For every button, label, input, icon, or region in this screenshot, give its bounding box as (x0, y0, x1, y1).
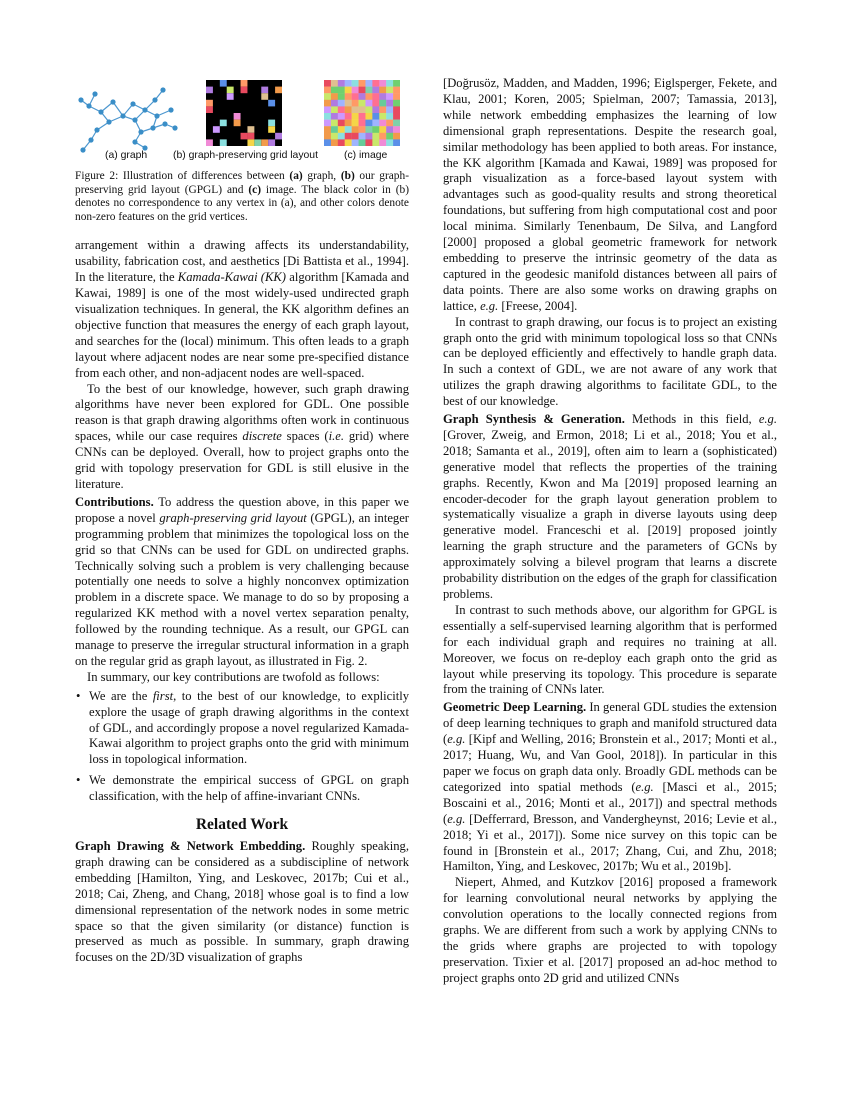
image-pixel-cell (372, 113, 379, 120)
image-pixel-cell (393, 80, 400, 87)
image-pixel-cell (324, 113, 331, 120)
grid-vertex-cell (234, 113, 241, 120)
contributions-list (75, 689, 409, 805)
image-pixel-cell (331, 120, 338, 127)
image-pixel-cell (352, 133, 359, 140)
image-pixel-cell (386, 120, 393, 127)
image-pixel-cell (331, 113, 338, 120)
image-pixel-cell (372, 93, 379, 100)
image-pixel-cell (345, 133, 352, 140)
image-pixel-cell (386, 100, 393, 107)
image-pixel-cell (324, 139, 331, 146)
image-pixel-cell (352, 139, 359, 146)
image-pixel-cell (352, 113, 359, 120)
image-pixel-cell (372, 133, 379, 140)
image-pixel-cell (359, 87, 366, 94)
grid-vertex-cell (261, 87, 268, 94)
grid-vertex-cell (241, 80, 248, 87)
image-pixel-cell (324, 80, 331, 87)
figure-caption: Figure 2: Illustration of differences between (a) graph, (b) our graph-preserving grid layout (GPGL) and (c) image. The black color in (b) denotes no correspondence to any vertex in (a), and other colors denote non-zero features on the grid vertices. (75, 170, 409, 223)
image-pixel-cell (345, 106, 352, 113)
left-column (75, 78, 409, 966)
paragraph-kk-intro: arrangement within a drawing affects its understandability, usability, fabrication cost, and aesthetics [Di Battista et al., 1994]. In the literature, the Kamada-Kawai (KK) algorithm [Kamada and Kawai, 1989] is one of the most widely-used undirected graph visualization techniques. In general, the KK algorithm defines an objective function that measures the energy of each graph layout, and searches for the (local) minimum. This often leads to a graph layout where adjacent nodes are near some pre-specified distance from each other, and non-adjacent nodes are well-spaced. (75, 238, 409, 380)
image-pixel-cell (338, 106, 345, 113)
paragraph-motivation: To the best of our knowledge, however, such graph drawing algorithms have never been explored for GDL. One possible reason is that graph drawing algorithms often work in continuous spaces, while our case requires discrete spaces (i.e. grid) where CNNs can be deployed. Overall, how to project graphs onto the grid with topology preservation for GDL is still elusive in the literature. (75, 381, 409, 491)
image-pixel-cell (365, 133, 372, 140)
paragraph-geometric-deep-learning: Geometric Deep Learning. In general GDL studies the extension of deep learning techniques to graph and manifold structured data (e.g. [Kipf and Welling, 2016; Bronstein et al., 2017; Monti et al., 2017; Huang, Wu, and Van Gool, 2018]). In particular in this paper we focus on graph data only. Broadly GDL methods can be categorized into spatial methods (e.g. [Masci et al., 2015; Boscaini et al., 2016; Monti et al., 2017]) and spectral methods (e.g. [Defferrard, Bresson, and Vandergheynst, 2016; Levie et al., 2018; Yi et al., 2017]). Some nice survey on this topic can be found in [Bronstein et al., 2017; Zhang, Cui, and Zhu, 2018; Hamilton, Ying, and Leskovec, 2017b; Wu et al., 2019b]. (443, 700, 777, 874)
grid-vertex-cell (206, 100, 213, 107)
figure-grid-layout-image (206, 80, 282, 146)
image-pixel-cell (359, 133, 366, 140)
image-pixel-cell (372, 126, 379, 133)
image-pixel-cell (345, 139, 352, 146)
image-pixel-cell (359, 113, 366, 120)
image-pixel-cell (372, 87, 379, 94)
grid-vertex-cell (241, 87, 248, 94)
image-pixel-cell (352, 106, 359, 113)
image-pixel-cell (365, 126, 372, 133)
image-pixel-cell (345, 100, 352, 107)
image-pixel-cell (338, 80, 345, 87)
image-pixel-cell (331, 106, 338, 113)
image-pixel-cell (365, 113, 372, 120)
image-pixel-cell (352, 87, 359, 94)
image-pixel-cell (386, 133, 393, 140)
grid-vertex-cell (220, 80, 227, 87)
grid-vertex-cell (261, 139, 268, 146)
image-pixel-cell (345, 120, 352, 127)
image-pixel-cell (393, 87, 400, 94)
bullet: • (76, 688, 81, 703)
figure-image-mosaic (324, 80, 400, 146)
image-pixel-cell (324, 133, 331, 140)
image-pixel-cell (331, 100, 338, 107)
image-pixel-cell (386, 93, 393, 100)
image-pixel-cell (386, 87, 393, 94)
image-pixel-cell (345, 93, 352, 100)
list-item: • We demonstrate the empirical success of GPGL on graph classification, with the help of affine-invariant CNNs. (76, 773, 409, 804)
image-pixel-cell (331, 139, 338, 146)
figure-subcaptions (75, 148, 409, 163)
grid-vertex-cell (227, 93, 234, 100)
paragraph-contributions: Contributions. To address the question above, in this paper we propose a novel graph-preserving grid layout (GPGL), an integer programming problem that minimizes the topological loss on the grid so that CNNs can be used for GDL on undirected graphs. Technically solving such a problem is very challenging because potentially one needs to solve a highly nonconvex optimization problem in a discrete space. We manage to do so by proposing a regularized KK method with a novel vertex separation penalty, followed by the rounding technique. As a result, our GPGL can manage to preserve the irregular structural information in a graph on the regular grid as graph layout, as illustrated in Fig. 2. (75, 494, 409, 668)
grid-vertex-cell (275, 87, 282, 94)
graph-edges (81, 90, 175, 150)
image-pixel-cell (393, 120, 400, 127)
grid-vertex-cell (241, 133, 248, 140)
image-pixel-cell (338, 87, 345, 94)
image-pixel-cell (365, 93, 372, 100)
image-pixel-cell (352, 80, 359, 87)
grid-vertex-cell (268, 120, 275, 127)
image-pixel-cell (324, 120, 331, 127)
image-pixel-cell (365, 106, 372, 113)
image-pixel-cell (338, 113, 345, 120)
image-pixel-cell (379, 106, 386, 113)
image-pixel-cell (359, 126, 366, 133)
image-pixel-cell (386, 126, 393, 133)
subcaption-c: (c) image (344, 150, 388, 161)
image-pixel-cell (324, 93, 331, 100)
bullet: • (76, 773, 81, 788)
paragraph-summary: In summary, our key contributions are twofold as follows: (87, 669, 380, 684)
grid-vertex-cell (247, 126, 254, 133)
image-pixel-cell (379, 126, 386, 133)
list-item: • We are the first, to the best of our knowledge, to explicitly explore the usage of graph drawing algorithms in the context of GDL, and accordingly propose a novel regularized Kamada-Kawai algorithm to project graphs onto the grid with minimum loss in topological information. (76, 688, 409, 767)
image-pixel-cell (324, 100, 331, 107)
image-pixel-cell (352, 126, 359, 133)
image-pixel-cell (379, 139, 386, 146)
image-pixel-cell (372, 120, 379, 127)
image-pixel-cell (379, 80, 386, 87)
image-pixel-cell (331, 80, 338, 87)
grid-vertex-cell (275, 133, 282, 140)
grid-vertex-cell (261, 93, 268, 100)
image-pixel-cell (379, 113, 386, 120)
image-pixel-cell (372, 106, 379, 113)
grid-vertex-cell (268, 139, 275, 146)
subcaption-a: (a) graph (105, 150, 148, 161)
image-pixel-cell (359, 80, 366, 87)
grid-vertex-cell (220, 120, 227, 127)
image-pixel-cell (365, 120, 372, 127)
image-pixel-cell (331, 87, 338, 94)
image-pixel-cell (393, 93, 400, 100)
grid-vertex-cell (227, 87, 234, 94)
image-pixel-cell (393, 113, 400, 120)
image-pixel-cell (338, 139, 345, 146)
image-pixel-cell (345, 80, 352, 87)
grid-vertex-cell (268, 126, 275, 133)
image-pixel-cell (352, 100, 359, 107)
paragraph-niepert: Niepert, Ahmed, and Kutzkov [2016] proposed a framework for learning convolutional neural networks by applying the convolution operations to the locally connected regions from graphs. We are different from such a work by applying CNNs to the grids where graphs are projected to with topology preservation. Tixier et al. [2017] proposed an ad-hoc method to project graphs onto 2D grid and utilized CNNs (443, 875, 777, 985)
image-pixel-cell (393, 100, 400, 107)
paragraph-contrast-drawing: In contrast to graph drawing, our focus is to project an existing graph onto the grid with minimum topological loss so that CNNs can be deployed efficiently and effectively to handle graph data. In such a context of GDL, we are not aware of any work that utilizes the graph drawing algorithms to facilitate GDL, to the best of our knowledge. (443, 314, 777, 409)
grid-vertex-cell (206, 87, 213, 94)
image-pixel-cell (359, 93, 366, 100)
image-pixel-cell (331, 126, 338, 133)
figure-2 (75, 78, 409, 166)
image-pixel-cell (345, 87, 352, 94)
subcaption-b: (b) graph-preserving grid layout (173, 150, 318, 161)
image-pixel-cell (379, 87, 386, 94)
image-pixel-cell (372, 80, 379, 87)
grid-vertex-cell (268, 100, 275, 107)
image-pixel-cell (331, 133, 338, 140)
image-pixel-cell (331, 93, 338, 100)
image-pixel-cell (352, 93, 359, 100)
image-pixel-cell (338, 120, 345, 127)
grid-vertex-cell (254, 139, 261, 146)
image-pixel-cell (338, 93, 345, 100)
image-pixel-cell (324, 87, 331, 94)
section-heading: Related Work (195, 816, 289, 834)
image-pixel-cell (338, 100, 345, 107)
image-pixel-cell (372, 100, 379, 107)
image-pixel-cell (352, 120, 359, 127)
image-pixel-cell (365, 100, 372, 107)
image-pixel-cell (324, 126, 331, 133)
paragraph-related-continued: [Doğrusöz, Madden, and Madden, 1996; Eiglsperger, Fekete, and Klau, 2001; Koren, 2005; Spielman, 2007; Tamassia, 2013], while network embedding emphasizes the learning of low dimensional graph representations. Despite the research goal, similar methodology has been applied to both areas. For instance, the KK algorithm [Kamada and Kawai, 1989] was proposed for graph visualization as a force-based layout system with advantages such as good-quality results and strong theoretical foundations, but suffering from high computational cost and poor local minima. Similarly Tenenbaum, De Silva, and Langford [2000] proposed a global geometric framework for network embedding to preserve the intrinsic geometry of the data as captured in the geodesic manifold distances between all pairs of data points. There are also some works on drawing graphs on lattice, e.g. [Freese, 2004]. (443, 76, 777, 313)
paragraph-graph-synthesis: Graph Synthesis & Generation. Methods in this field, e.g. [Grover, Zweig, and Ermon, 2018; Li et al., 2018; You et al., 2018; Samanta et al., 2019], often aim to learn a (sophisticated) generative model that reflects the properties of the training graphs. Recently, Kwon and Ma [2019] proposed learning an encoder-decoder for the graph layout generation problem to systematically visualize a graph in diverse layouts using deep generative model. Franceschi et al. [2019] proposed jointly learning the graph structure and the parameters of GCNs by approximately solving a bilevel program that learns a discrete probability distribution on the edges of the graph for classification problems. (443, 412, 778, 601)
image-pixel-cell (393, 133, 400, 140)
grid-vertex-cell (234, 120, 241, 127)
image-pixel-cell (379, 100, 386, 107)
image-pixel-cell (359, 139, 366, 146)
grid-vertex-cell (206, 106, 213, 113)
paragraph-graph-drawing: Graph Drawing & Network Embedding. Roughly speaking, graph drawing can be considered as a subdiscipline of network embedding [Hamilton, Ying, and Leskovec, 2017b; Cui et al., 2018; Cai, Zheng, and Chang, 2018] whose goal is to find a low dimensional representation of the network nodes in some metric space so that the given similarity (or distance) function is preserved as much as possible. In summary, graph drawing focuses on the 2D/3D visualization of graphs (75, 839, 409, 965)
image-pixel-cell (393, 139, 400, 146)
image-pixel-cell (379, 120, 386, 127)
image-pixel-cell (365, 80, 372, 87)
image-pixel-cell (359, 120, 366, 127)
right-column (443, 76, 777, 987)
image-pixel-cell (365, 87, 372, 94)
grid-vertex-cell (247, 133, 254, 140)
image-pixel-cell (386, 106, 393, 113)
image-pixel-cell (345, 126, 352, 133)
paragraph-contrast-synthesis: In contrast to such methods above, our algorithm for GPGL is essentially a self-supervised learning algorithm that is performed for each individual graph and requires no training at all. Moreover, we focus on re-deploy each graph onto the grid as layout while preserving its topology. This procedure is separate from the training of CNNs later. (443, 602, 777, 697)
image-pixel-cell (345, 113, 352, 120)
image-pixel-cell (379, 133, 386, 140)
image-pixel-cell (338, 133, 345, 140)
image-pixel-cell (386, 80, 393, 87)
image-pixel-cell (359, 100, 366, 107)
grid-vertex-cell (206, 139, 213, 146)
grid-vertex-cell (220, 139, 227, 146)
image-pixel-cell (379, 93, 386, 100)
image-pixel-cell (386, 139, 393, 146)
figure-graph-image (75, 80, 183, 154)
image-pixel-cell (365, 139, 372, 146)
grid-vertex-cell (247, 139, 254, 146)
image-pixel-cell (338, 126, 345, 133)
image-pixel-cell (359, 106, 366, 113)
image-pixel-cell (393, 126, 400, 133)
image-pixel-cell (372, 139, 379, 146)
grid-vertex-cell (213, 126, 220, 133)
image-pixel-cell (386, 113, 393, 120)
image-pixel-cell (324, 106, 331, 113)
image-pixel-cell (393, 106, 400, 113)
